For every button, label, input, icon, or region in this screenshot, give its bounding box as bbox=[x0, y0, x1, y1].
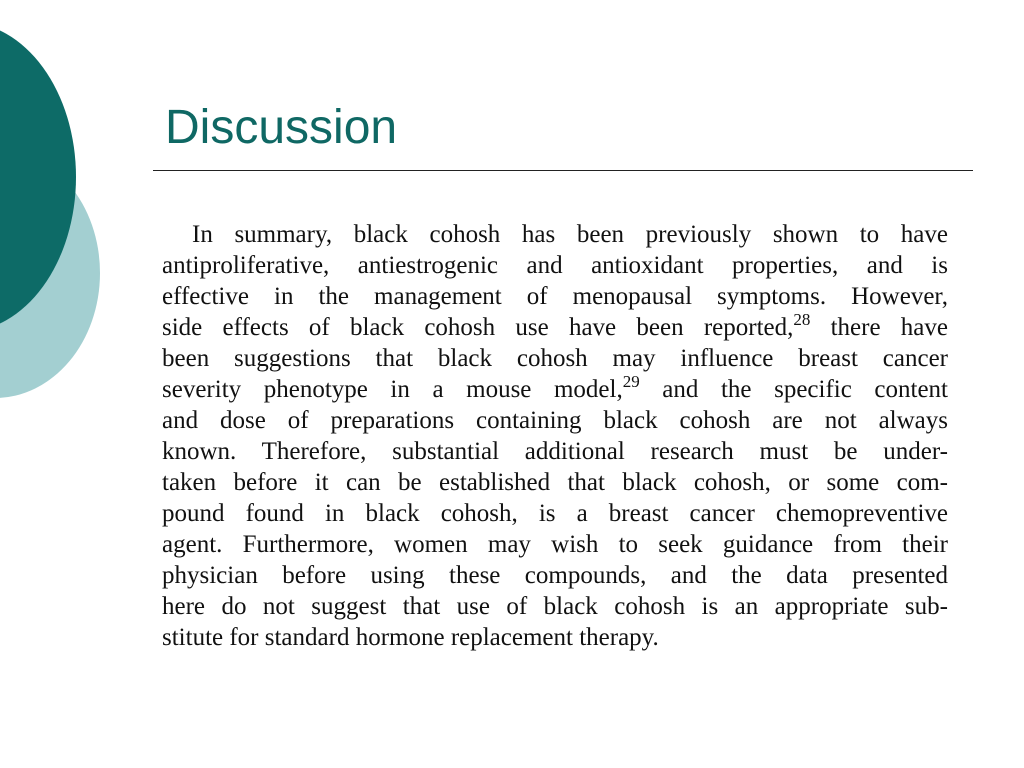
line-text: and the specific content bbox=[639, 376, 948, 403]
paragraph-line: effective in the management of menopausal symptoms. However, bbox=[162, 283, 948, 310]
paragraph-line: and dose of preparations containing black cohosh are not always bbox=[162, 407, 948, 434]
paragraph-line bbox=[162, 374, 948, 405]
paragraph-line: known. Therefore, substantial additional research must be under- bbox=[162, 438, 948, 465]
paragraph-line bbox=[162, 312, 948, 343]
citation-superscript: 29 bbox=[622, 372, 640, 391]
paragraph-line: In summary, black cohosh has been previously shown to have bbox=[192, 221, 948, 248]
line-text: there have bbox=[810, 314, 948, 341]
paragraph-line: here do not suggest that use of black cohosh is an appropriate sub- bbox=[162, 593, 948, 620]
paragraph-line: antiproliferative, antiestrogenic and antioxidant properties, and is bbox=[162, 252, 948, 279]
paragraph-line: pound found in black cohosh, is a breast cancer chemopreventive bbox=[162, 500, 948, 527]
paragraph-line: physician before using these compounds, and the data presented bbox=[162, 562, 948, 589]
citation-superscript: 28 bbox=[793, 310, 811, 329]
slide-title: Discussion bbox=[165, 101, 398, 154]
paragraph-line: agent. Furthermore, women may wish to seek guidance from their bbox=[162, 531, 948, 558]
paragraph-line: stitute for standard hormone replacement therapy. bbox=[162, 624, 659, 651]
line-text: side effects of black cohosh use have been reported, bbox=[162, 314, 794, 341]
paragraph-line: been suggestions that black cohosh may influence breast cancer bbox=[162, 345, 948, 372]
discussion-paragraph bbox=[162, 219, 948, 653]
paragraph-line: taken before it can be established that black cohosh, or some com- bbox=[162, 469, 948, 496]
title-divider bbox=[153, 170, 973, 171]
line-text: severity phenotype in a mouse model, bbox=[162, 376, 623, 403]
